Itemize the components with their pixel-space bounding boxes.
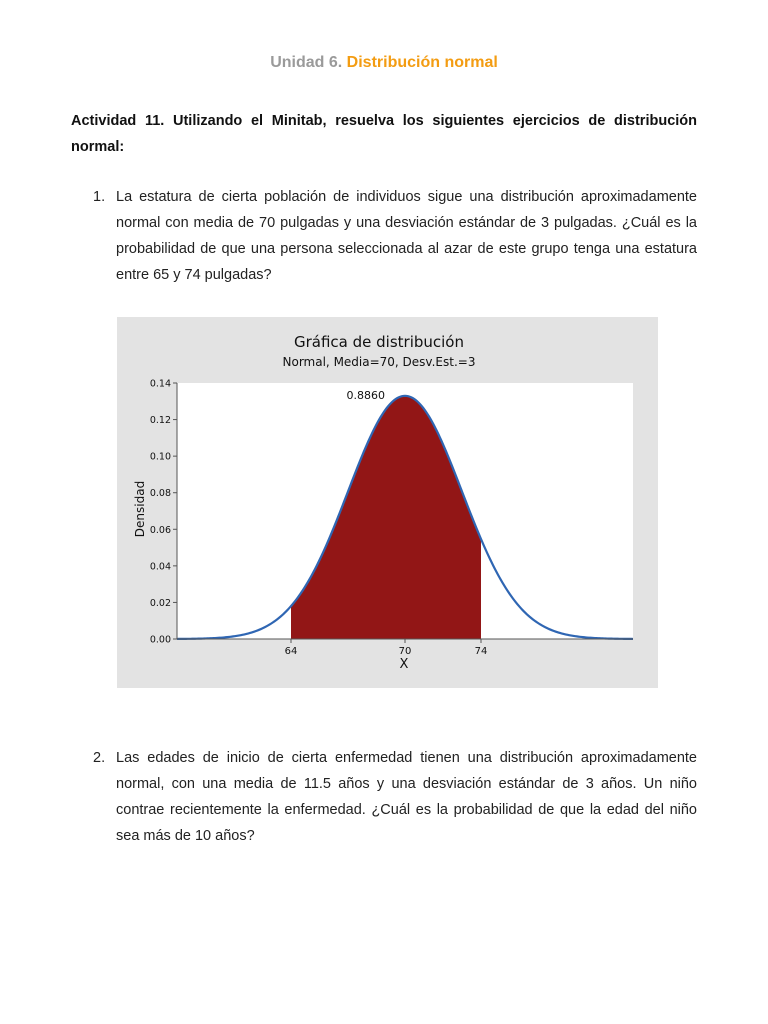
y-axis-label: Densidad — [133, 480, 147, 538]
question-number: 1. — [93, 189, 106, 205]
plot-area — [150, 379, 633, 658]
x-tick-label: 64 — [284, 646, 298, 657]
y-tick-label: 0.08 — [149, 488, 171, 500]
question-1 — [93, 184, 697, 288]
probability-label: 0.8860 — [346, 388, 385, 402]
chart-title: Gráfica de distribución — [293, 333, 465, 351]
x-tick-label: 74 — [474, 646, 488, 657]
question-text: Las edades de inicio de cierta enfermedad tienen una distribución aproximadamente normal, con una media de 11.5 años y una desviación estándar de 3 años. Un niño contrae recientemente la enfermedad. ¿Cuál es la probabilidad de que la edad del niño sea más de 10 años? — [116, 750, 697, 844]
question-2 — [93, 745, 697, 849]
question-number: 2. — [93, 750, 106, 766]
y-tick-label: 0.12 — [149, 415, 171, 427]
y-tick-label: 0.14 — [149, 378, 171, 390]
activity-heading: Actividad 11. Utilizando el Minitab, resuelva los siguientes ejercicios de distribución normal: — [71, 113, 697, 155]
y-tick-label: 0.02 — [149, 597, 171, 609]
y-tick-label: 0.04 — [149, 561, 171, 573]
unit-topic: Distribución normal — [346, 54, 498, 71]
unit-prefix: Unidad 6. — [270, 54, 343, 71]
unit-title — [0, 54, 768, 72]
y-tick-label: 0.06 — [149, 524, 171, 536]
y-tick-label: 0.10 — [149, 451, 171, 463]
y-tick-label: 0.00 — [149, 634, 171, 646]
x-tick-label: 70 — [398, 646, 412, 657]
chart-svg — [117, 317, 658, 688]
distribution-chart — [117, 317, 658, 688]
chart-subtitle: Normal, Media=70, Desv.Est.=3 — [282, 355, 476, 369]
question-text: La estatura de cierta población de individuos sigue una distribución aproximadamente normal con media de 70 pulgadas y una desviación estándar de 3 pulgadas. ¿Cuál es la probabilidad de que una persona seleccionada al azar de este grupo tenga una estatura entre 65 y 74 pulgadas? — [116, 189, 697, 283]
x-axis-label: X — [399, 657, 409, 672]
